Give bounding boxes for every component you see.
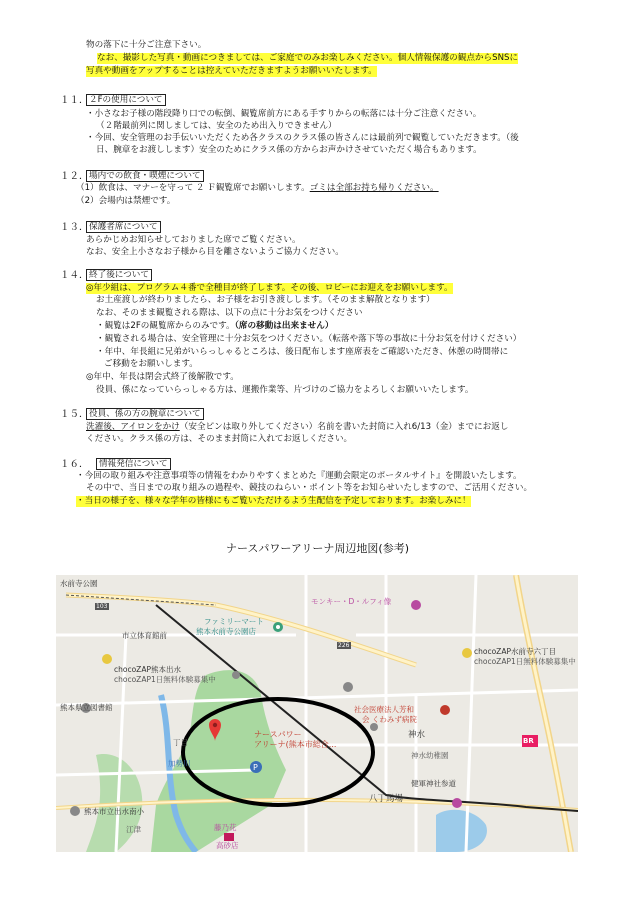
map-label-kamimizu: 神水 xyxy=(408,730,426,740)
section-12-title: 場内での飲食・喫煙について xyxy=(86,171,204,182)
map-label-river: 加勢川 xyxy=(168,759,191,768)
map-label-library: 熊本県立図書館 xyxy=(60,703,113,712)
map-label-luffy: モンキー・D・ルフィ像 xyxy=(311,597,392,606)
section-14-line: ご移動をお願いします。 xyxy=(104,359,198,369)
map-label-familymart-2: 熊本水前寺公園店 xyxy=(196,627,256,636)
section-15-line-2: ください。クラス係の方は、そのまま封筒に入れてお返しください。 xyxy=(86,434,353,444)
section-11-line: （２階最前列に関しましては、安全のため出入りできません） xyxy=(96,121,337,131)
section-11-number: １１． xyxy=(60,95,89,106)
map-label-hospital-2: 会 くわみず病院 xyxy=(362,715,417,724)
section-12-number: １２． xyxy=(60,171,89,182)
section-14-line: お土産渡しが終わりましたら、お子様をお引き渡しします。（そのまま解散となります） xyxy=(96,295,435,305)
intro-line-2: なお、撮影した写真・動画につきましては、ご家庭でのみお楽しみください。個人情報保護の観点からSNSに xyxy=(97,53,519,63)
section-15-number: １５． xyxy=(60,409,89,420)
map-label-ebe: 江津 xyxy=(126,825,141,834)
gym-icon-1 xyxy=(102,654,112,664)
map-label-school: 熊本市立出水南小 xyxy=(84,807,144,816)
map-title: ナースパワーアリーナ周辺地図(参考) xyxy=(225,542,410,555)
school-icon xyxy=(70,806,80,816)
section-13-line: なお、安全上小さなお子様から目を離さないようご協力ください。 xyxy=(86,247,344,257)
svg-text:P: P xyxy=(253,763,258,772)
intro-line-3: 写真や動画をアップすることは控えていただきますようお願いいたします。 xyxy=(86,66,377,76)
map-label-gym: 市立体育館前 xyxy=(122,631,167,640)
map-label-hospital-1: 社会医療法人芳和 xyxy=(354,705,414,714)
section-13-title: 保護者席について xyxy=(86,222,161,233)
section-16-line: ・当日の様子を、様々な学年の皆様にもご覧いただけるよう生配信を予定しております。お楽しみに！ xyxy=(76,496,471,506)
section-16-number: １６． xyxy=(60,459,89,470)
section-14-title: 終了後について xyxy=(86,270,152,281)
section-14-line: ・観覧は2Fの観覧席からのみです。（席の移動は出来ません） xyxy=(96,321,334,331)
poi-gear-icon xyxy=(343,682,353,692)
section-11-line: ・小さなお子様の階段降り口での転倒、観覧席前方にある手すりからの転落には十分ご注意ください。 xyxy=(86,109,482,119)
section-16-title: 情報発信について xyxy=(96,459,171,470)
section-14-line: なお、そのまま観覧される際は、以下の点に十分お気をつけください xyxy=(96,308,363,318)
section-11-line: 日、腕章をお渡しします）安全のためにクラス係の方からお声かけさせていただく場合もあります。 xyxy=(96,145,482,155)
route-103-label: 103 xyxy=(96,603,108,610)
section-11-line: ・今回、安全管理のお手伝いいただくため各クラスのクラス係の皆さんには最前列で観覧していただきます。（後 xyxy=(86,133,519,143)
section-12-line-1: （1）飲食は、マナーを守って ２ Ｆ観覧席でお願いします。ゴミは全部お持ち帰りください。 xyxy=(76,183,439,193)
section-14-number: １４． xyxy=(60,270,89,281)
map-label-kindergarten: 神水幼稚園 xyxy=(411,751,449,760)
section-15-title: 役員、係の方の腕章について xyxy=(86,409,204,420)
map-label-arena-1: ナースパワー xyxy=(254,730,302,739)
gym-icon-2 xyxy=(462,648,472,658)
poi-dot-icon xyxy=(232,671,240,679)
restaurant-icon xyxy=(224,833,234,841)
map-label-familymart: ファミリーマート xyxy=(204,617,264,626)
area-map[interactable] xyxy=(56,575,578,852)
map-label-restaurant: 藤乃花 xyxy=(214,823,237,832)
br-label: BR xyxy=(523,737,534,745)
section-15-line-1: 洗濯後、アイロンをかけ（安全ピンは取り外してください）名前を書いた封筒に入れ6/13（金）までにお返し xyxy=(86,422,509,432)
section-13-line: あらかじめお知らせしておりました席でご覧ください。 xyxy=(86,235,301,245)
map-label-chocozap-1b: chocoZAP1日無料体験募集中 xyxy=(114,675,216,684)
map-label-chocozap-2: chocoZAP水前寺六丁目 xyxy=(474,647,556,656)
map-label-hacchoba: 八丁馬場 xyxy=(369,794,404,804)
poi-dot-icon-2 xyxy=(370,723,378,731)
map-label-chocozap-1: chocoZAP熊本出水 xyxy=(114,665,181,674)
monument-icon xyxy=(411,600,421,610)
pond xyxy=(436,810,487,852)
shrine-icon xyxy=(452,798,462,808)
map-label-restaurant-2: 高砂店 xyxy=(216,841,239,850)
section-14-line: ・年中、年長組に兄弟がいらっしゃるところは、後日配布します座席表をご確認いただき、休憩の時間帯に xyxy=(96,347,509,357)
section-14-line: ◎年中、年長は閉会式終了後解散です。 xyxy=(86,372,239,382)
route-226-label: 226 xyxy=(338,642,350,649)
section-16-line: ・今回の取り組みや注意事項等の情報をわかりやすくまとめた『運動会限定のポータルサイト』を開設いたします。 xyxy=(76,471,522,481)
section-16-line: その中で、当日までの取り組みの過程や、競技のねらい・ポイント等をお知らせいたしますので、ご活用ください。 xyxy=(86,483,533,493)
map-label-kenkun: 健軍神社参道 xyxy=(411,779,456,788)
section-14-line: ・観覧される場合は、安全管理に十分お気をつけください。（転落や落下等の事故に十分お気を付けください） xyxy=(96,334,522,344)
map-label-chocozap-2b: chocoZAP1日無料体験募集中 xyxy=(474,657,576,666)
section-14-line: 役員、係になっていらっしゃる方は、運搬作業等、片づけのご協力をよろしくお願いいたします。 xyxy=(96,385,474,395)
map-label-park: 水前寺公園 xyxy=(60,579,98,588)
section-11-title: ２Fの使用について xyxy=(86,95,166,106)
section-13-number: １３． xyxy=(60,222,89,233)
intro-line-1: 物の落下に十分ご注意下さい。 xyxy=(86,40,207,50)
map-label-arena-2: アリーナ(熊本市総合... xyxy=(254,740,337,749)
hospital-icon xyxy=(440,705,450,715)
section-14-line: ◎年少組は、プログラム４番で全種目が終了します。その後、ロビーにお迎えをお願いします。 xyxy=(86,283,453,293)
map-label-chome: 丁目 xyxy=(173,738,188,747)
section-12-line-2: （2）会場内は禁煙です。 xyxy=(76,196,176,206)
